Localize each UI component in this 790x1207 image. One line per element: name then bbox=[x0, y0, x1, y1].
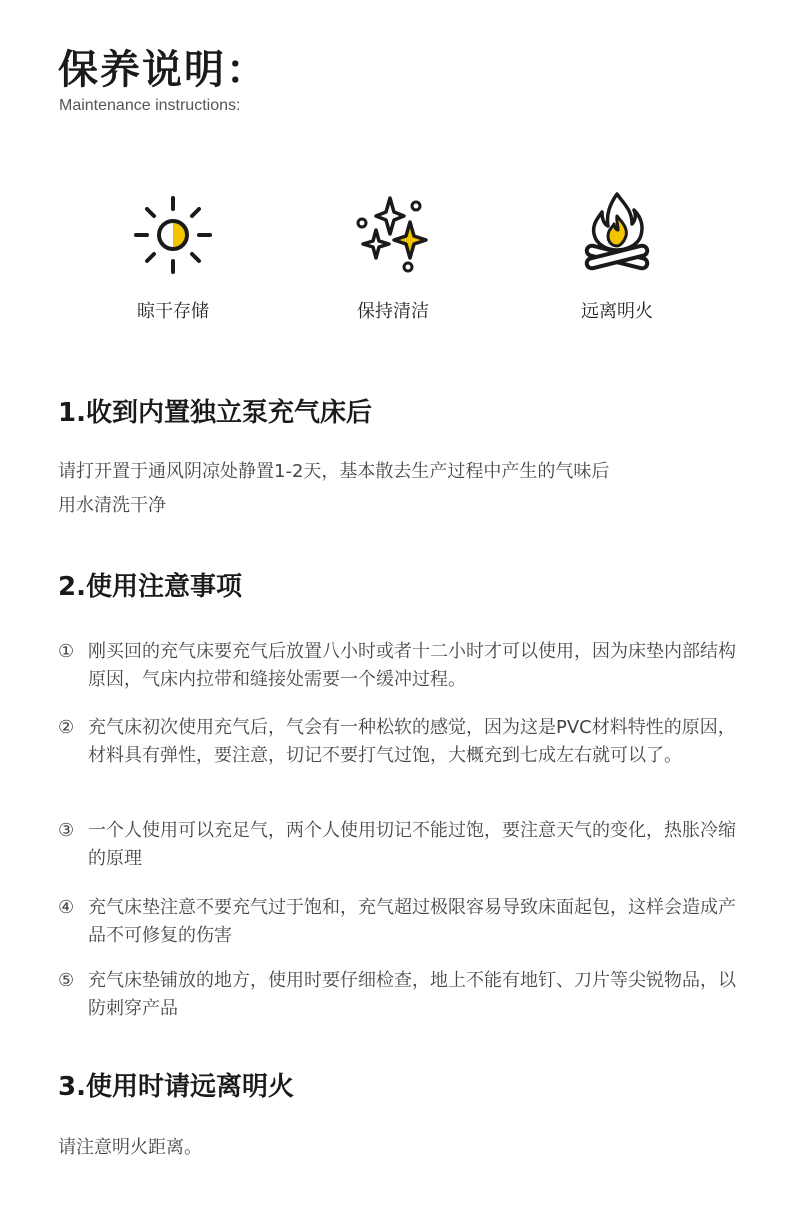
note-text: 充气床初次使用充气后，气会有一种松软的感觉，因为这是PVC材料特性的原因，材料具有弹性，要注意，切记不要打气过饱，大概充到七成左右就可以了。 bbox=[88, 717, 736, 766]
campfire-icon bbox=[572, 190, 662, 280]
care-item-keep-clean bbox=[313, 190, 473, 324]
note-text: 充气床垫铺放的地方，使用时要仔细检查，地上不能有地钉、刀片等尖锐物品，以防刺穿产品 bbox=[88, 970, 736, 1019]
note-text: 刚买回的充气床要充气后放置八小时或者十二小时才可以使用，因为床垫内部结构原因，气床内拉带和缝接处需要一个缓冲过程。 bbox=[88, 641, 736, 690]
care-item-dry-storage bbox=[93, 190, 253, 324]
care-item-away-from-fire bbox=[537, 190, 697, 324]
note-text: 充气床垫注意不要充气过于饱和，充气超过极限容易导致床面起包，这样会造成产品不可修复的伤害 bbox=[88, 897, 736, 946]
section-2-heading: 2.使用注意事项 bbox=[58, 572, 242, 602]
section-1-line-2: 用水清洗干净 bbox=[58, 495, 166, 516]
note-item bbox=[58, 894, 748, 950]
care-icons-row bbox=[0, 190, 790, 330]
note-number: ③ bbox=[58, 820, 75, 841]
note-number: ② bbox=[58, 717, 75, 738]
care-label-dry-storage: 晾干存储 bbox=[137, 301, 209, 322]
care-label-keep-clean: 保持清洁 bbox=[357, 301, 429, 322]
note-number: ① bbox=[58, 641, 75, 662]
note-number: ⑤ bbox=[58, 970, 75, 991]
section-1-line-1: 请打开置于通风阴凉处静置1-2天，基本散去生产过程中产生的气味后 bbox=[58, 461, 610, 482]
note-number: ④ bbox=[58, 897, 75, 918]
section-1-text bbox=[58, 455, 738, 523]
care-label-away-from-fire: 远离明火 bbox=[581, 301, 653, 322]
note-item bbox=[58, 967, 748, 1023]
note-item bbox=[58, 714, 748, 770]
note-text: 一个人使用可以充足气，两个人使用切记不能过饱，要注意天气的变化，热胀冷缩的原理 bbox=[88, 820, 736, 869]
page-title: 保养说明： bbox=[58, 47, 268, 93]
note-item bbox=[58, 817, 748, 873]
section-3-heading: 3.使用时请远离明火 bbox=[58, 1072, 294, 1102]
sun-icon bbox=[128, 190, 218, 280]
note-item bbox=[58, 638, 748, 694]
sparkle-icon bbox=[348, 190, 438, 280]
page-subtitle: Maintenance instructions: bbox=[59, 97, 241, 114]
section-1-heading: 1.收到内置独立泵充气床后 bbox=[58, 398, 372, 428]
section-3-text: 请注意明火距离。 bbox=[58, 1137, 202, 1158]
